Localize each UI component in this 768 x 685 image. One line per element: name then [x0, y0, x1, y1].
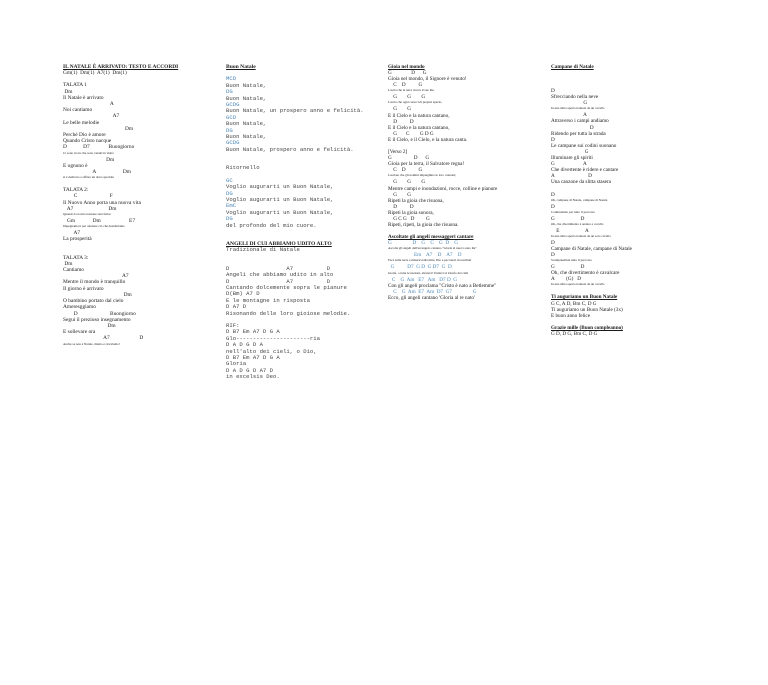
lyric-line: G A — [551, 161, 587, 168]
lyric-line: Cantiamo — [63, 267, 84, 274]
lyric-line: E il Cielo, e il Cielo, e la natura canta. — [388, 136, 468, 143]
lyric-line: Angeli che abbiamo udito in alto — [226, 271, 334, 279]
lyric-line: D Buongiorno — [63, 310, 136, 317]
lyric-line: in excelsis Deo. — [226, 373, 280, 381]
lyric-line: Tradizionale di Natale — [226, 246, 300, 254]
song-title: Grazie mille (Buon compleanno) — [551, 324, 623, 331]
lyric-line: D(Bm) A7 D — [226, 290, 260, 298]
lyric-line: A D — [551, 173, 592, 180]
lyric-line: E il Cielo e la natura cantano, — [388, 124, 450, 131]
lyric-line: Ritornello — [226, 164, 260, 172]
song-title: Campane di Natale — [551, 64, 594, 70]
lyric-line: TALATA 3: — [63, 254, 89, 261]
lyric-line: Lasciate che gli uomini impieghino le loro canzoni; — [388, 173, 457, 178]
lyric-line: Buon Natale, — [226, 120, 267, 128]
lyric-line: Ridendo per tutta la strada — [551, 130, 606, 137]
lyric-line: D A D G D A — [226, 341, 263, 349]
lyric-line: Quando la nostra nazione sarà felice — [63, 212, 111, 217]
lyric-line: C D G — [388, 167, 423, 174]
chord-line: DG — [226, 189, 233, 197]
lyric-line: D — [551, 124, 594, 131]
lyric-line: Dm — [63, 322, 116, 329]
chord-line: GCD — [226, 113, 237, 121]
chord-line: C G Am E7 Am D7 G7 G — [388, 288, 477, 295]
lyric-line: Mentre il mondo è tranquillo — [63, 279, 126, 286]
lyric-line: Oh, che divertimento è andare a cavallo — [551, 221, 604, 226]
lyric-line: C F — [63, 193, 113, 200]
lyric-line: D — [551, 252, 555, 259]
lyric-line: Le belle melodie — [63, 119, 100, 126]
lyric-line: Continuiamo per tutto il percorso — [551, 209, 595, 214]
lyric-line: Il Nuovo Anno porta una nuova vita — [63, 199, 141, 206]
lyric-line: Una canzone da slitta stasera — [551, 179, 611, 186]
lyric-line: nell'alto dei cieli, o Dio, — [226, 347, 317, 355]
lyric-line: RIF: — [226, 322, 240, 329]
lyric-line: G D — [551, 264, 585, 271]
lyric-line: A7 — [63, 113, 120, 120]
lyric-line: Voglio augurarti un Buon Natale, — [226, 208, 334, 216]
lyric-line: D A7 D — [226, 303, 247, 311]
chord-line: G D G C G D G — [388, 240, 459, 247]
lyric-line: La prosperità — [63, 236, 92, 243]
lyric-line: Impegnamoci per ottenere ciò che desideriamo — [63, 224, 125, 229]
lyric-line: Gioite, o tutte le nazioni, alzatevi! Unitevi al trionfo dei cieli — [388, 270, 469, 275]
chord-line: GCDG — [226, 101, 240, 109]
chord-line: GCDG — [226, 139, 240, 147]
lyric-line: E le montagne in risposta — [226, 296, 310, 304]
lyric-line: O bambino portato dal cielo — [63, 298, 124, 305]
chord-line: DG — [226, 126, 233, 134]
lyric-line: Oh, campane di Natale, campane di Natale — [551, 197, 608, 202]
lyric-line: G C G D G — [388, 130, 434, 137]
lyric-line: G D G — [388, 70, 427, 77]
lyric-line: Gm Dm E7 — [63, 218, 136, 225]
lyric-line: D — [551, 191, 555, 198]
lyric-line: Dm — [63, 88, 73, 95]
song-title: Gioia nel mondo — [388, 64, 425, 70]
lyric-line: E sollevare ora — [63, 329, 96, 336]
lyric-line: G G G — [388, 179, 426, 186]
song-title: Buon Natale — [226, 64, 256, 70]
lyric-line: Ti auguriamo un Buon Natale (3x) — [551, 306, 623, 313]
lyric-line: A7 D — [63, 335, 144, 342]
lyric-line: G C, A D, Bm C, D G — [551, 300, 597, 307]
lyric-line: In una slitta aperta trainata da un solo cavallo — [551, 233, 611, 238]
lyric-line: A — [551, 112, 587, 119]
lyric-line: G C G D G — [388, 215, 430, 222]
chord-line: GC — [226, 176, 233, 184]
lyric-line: Risonando delle loro gioiose melodie. — [226, 309, 351, 317]
lyric-line: D D7 Buongiorno — [63, 144, 135, 151]
lyric-line: D A7 D — [226, 277, 331, 285]
lyric-line: E ognuno è — [63, 162, 88, 169]
lyric-line: del profondo del mio cuore. — [226, 221, 317, 229]
column-natale-arrivato — [63, 64, 213, 348]
lyric-line: Lascia che ogni cuore Gli prepari spazio, — [388, 100, 443, 105]
lyric-line: D A7 D — [226, 264, 331, 272]
song-title: Ascoltate gli angeli messaggeri cantare — [388, 234, 474, 241]
lyric-line: Pace sulla terra e misericordia mite, Dio e peccatori riconciliati — [388, 258, 472, 263]
lyric-line: Anche se non è Natale, diamo e riceviamo! — [63, 341, 120, 346]
lyric-line: C D G — [388, 82, 423, 89]
lyric-line: D D — [388, 118, 414, 125]
lyric-line: G D — [551, 215, 585, 222]
lyric-line: G D, D G, Bm C, D G — [551, 330, 598, 337]
lyric-line: Quando Cristo nacque — [63, 138, 112, 145]
column-campane-di-natale — [551, 64, 671, 337]
lyric-line: G G — [388, 191, 412, 198]
lyric-line: D — [551, 239, 555, 246]
lyric-line: Attraverso i campi andiamo — [551, 118, 609, 125]
lyric-line: Le campane sui codini suonano — [551, 142, 617, 149]
lyric-line: Segui il prezioso insegnamento — [63, 316, 131, 323]
lyric-line: E buon anno felice — [551, 312, 591, 319]
lyric-line: Sfrecciando nella neve — [551, 94, 599, 101]
lyric-line: Che divertente è ridere e cantare — [551, 167, 619, 174]
lyric-line: In una slitta aperta trainata da un cavallo — [551, 106, 605, 111]
lyric-line: D — [551, 136, 555, 143]
lyric-line: A (G) D — [551, 276, 581, 283]
lyric-line: Gioia nel mondo, il Signore è venuto! — [388, 76, 467, 83]
lyric-line: D — [551, 88, 555, 95]
lyric-line: G — [551, 148, 589, 155]
song-title: IL NATALE È ARRIVATO: TESTO E ACCORDI — [63, 64, 179, 70]
lyric-line: Lascia che la terra riceva il suo Re; — [388, 88, 435, 93]
lyric-line: A Dm — [63, 169, 131, 176]
lyric-line: Buon Natale, — [226, 94, 267, 102]
lyric-line: G — [551, 100, 588, 107]
lyric-line: Gloria — [226, 360, 247, 368]
lyric-line: D — [551, 203, 555, 210]
lyric-line: Ripeti, ripeti, la gioia che risuona. — [388, 222, 459, 229]
column-buon-natale — [226, 64, 386, 381]
chord-line: MCD — [226, 75, 237, 83]
lyric-line: Campane di Natale, campane di Natale — [551, 245, 632, 252]
lyric-line: Voglio augurarti un Buon Natale, — [226, 183, 334, 191]
lyric-line: Dm — [63, 156, 115, 163]
lyric-line: Buon Natale, prospero anno e felicità. — [226, 145, 354, 153]
chord-line: EmC — [226, 202, 237, 210]
lyric-line: Noi cantiamo — [63, 107, 93, 114]
lyric-line: Perché Dio è amore — [63, 132, 106, 139]
lyric-line: In una slitta aperta trainata da un cavallo — [551, 282, 605, 287]
lyric-line: TALATA 1 — [63, 82, 87, 89]
lyric-line: D B7 Em A7 D G A — [226, 328, 280, 336]
lyric-line: Ameresggiamo — [63, 304, 96, 311]
lyric-line: Dm — [63, 291, 132, 298]
lyric-line: D A D G D A7 D — [226, 366, 273, 374]
lyric-line: Con gli angeli proclama "Cristo è nato a Betlemme" — [388, 282, 497, 289]
chord-line: DG — [226, 88, 233, 96]
lyric-line: D D — [388, 203, 414, 210]
lyric-line: Dm — [63, 125, 134, 132]
lyric-line: Il Natale è arrivato — [63, 94, 104, 101]
lyric-line: Ripeti la gioia sonora, — [388, 209, 434, 216]
lyric-line: Il giorno è arrivato — [63, 285, 104, 292]
lyric-line: A7 — [63, 273, 129, 280]
lyric-line: Gm(1) Dm(1) A7(1) Dm(1) — [63, 70, 127, 77]
lyric-line: Ci sono tra in che sono venuti in visita — [63, 150, 114, 155]
lyric-line: [Verso 2] — [388, 149, 408, 156]
song-title: ANGELI DI CUI ABBIAMO UDITO ALTO — [226, 240, 332, 247]
lyric-line: Glo----------------------ria — [226, 334, 320, 342]
lyric-line: Ascolta gli angeli dell'arcangelo cantano "Gloria al nuovo nato Re" — [388, 246, 477, 251]
lyric-line: Voglio augurarti un Buon Natale, — [226, 195, 334, 203]
lyric-line: Buon Natale, — [226, 133, 267, 141]
lyric-line: A7 Dm — [63, 205, 117, 212]
lyric-line: G G G — [388, 94, 426, 101]
lyric-line: Gioia per la terra, il Salvatore regna! — [388, 161, 465, 168]
lyric-line: Oh, che divertimento è cavalcare — [551, 270, 620, 277]
column-gioia-nel-mondo — [388, 64, 540, 301]
lyric-line: si è dedicato a offrire un dono speciale — [63, 175, 114, 180]
chord-line: DG — [226, 215, 233, 223]
lyric-line: Buon Natale, — [226, 81, 267, 89]
lyric-line: A7 — [63, 230, 81, 237]
lyric-line: G G — [388, 106, 412, 113]
lyric-line: G D G — [388, 155, 430, 162]
lyric-line: E A — [551, 227, 589, 234]
lyric-line: Scampanellate tutto il percorso — [551, 258, 592, 263]
song-title: Ti auguriamo un Buon Natale — [551, 294, 618, 301]
lyric-line: Ripeti la gioia che risuona, — [388, 197, 444, 204]
lyric-line: E il Cielo e la natura cantano, — [388, 112, 450, 119]
lyric-line: Mentre campi e inondazioni, rocce, colline e pianure — [388, 185, 498, 192]
lyric-line: Buon Natale, un prospero anno e felicità. — [226, 107, 364, 115]
lyric-line: Illuminare gli spiriti — [551, 155, 593, 162]
lyric-line: A — [63, 101, 114, 108]
chord-line: G D7 G D G D7 G D — [388, 264, 452, 271]
chord-line: C G Am E7 Am D7 D G — [388, 276, 458, 283]
lyric-line: TALATA 2: — [63, 187, 89, 194]
lyric-line: D B7 Em A7 D G A — [226, 354, 280, 362]
lyric-line: Dm — [63, 260, 73, 267]
lyric-line: Ecco, gli angeli cantano 'Gloria al re nato' — [388, 294, 475, 301]
lyric-line: Cantando dolcemente sopra le pianure — [226, 283, 347, 291]
chord-line: Em A7 D A7 D — [388, 252, 462, 259]
